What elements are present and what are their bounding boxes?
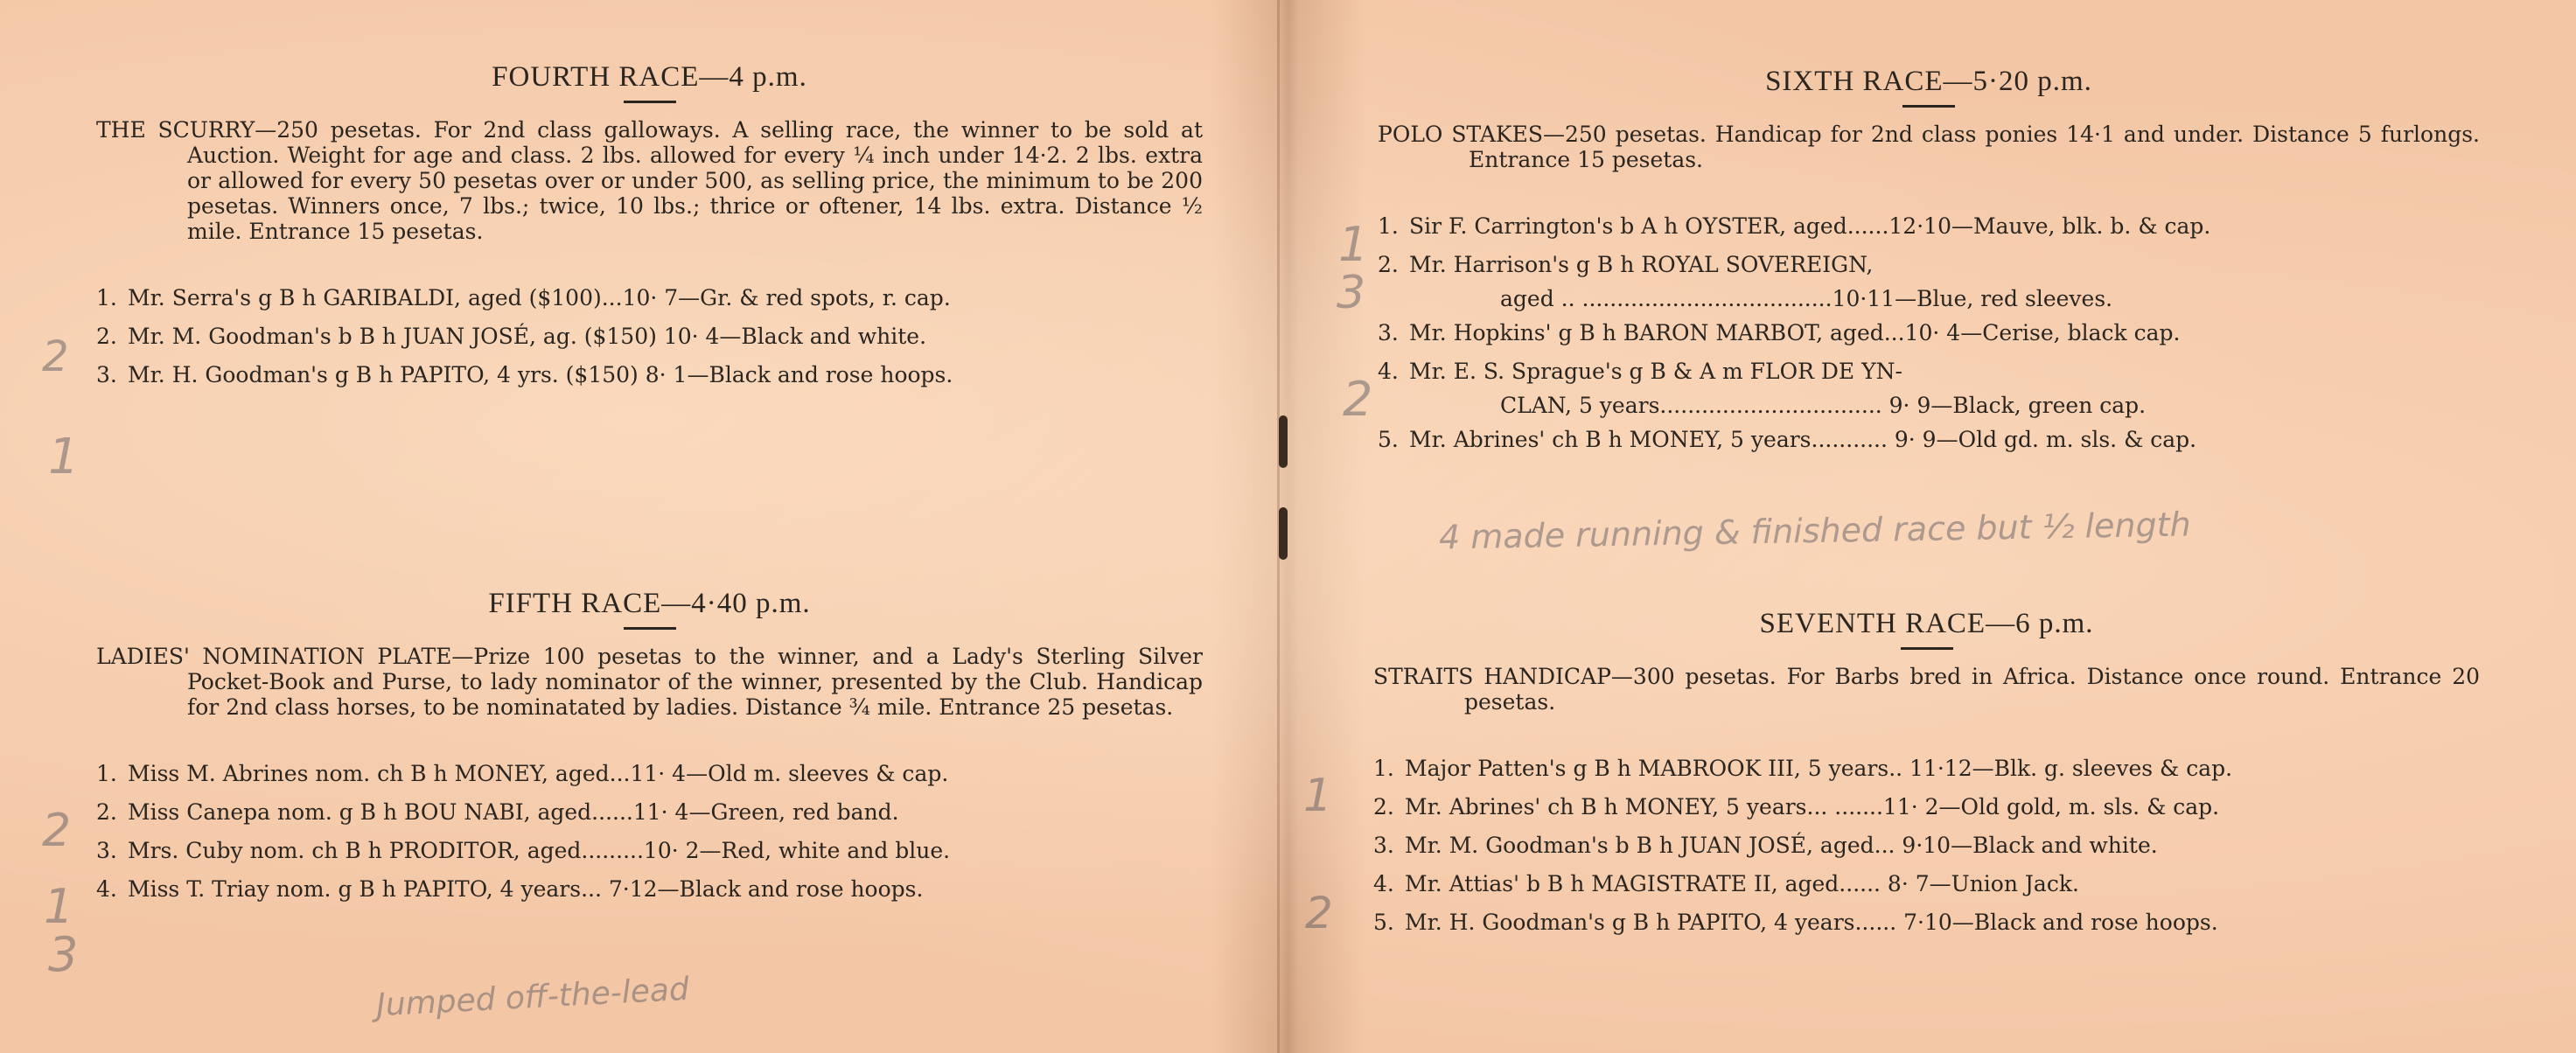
entry-number: 1. (1378, 213, 1399, 239)
entry-number: 1. (1373, 756, 1394, 781)
pencil-mark: 1 (1303, 770, 1333, 822)
entry-number: 5. (1373, 910, 1394, 935)
entry-number: 4. (96, 876, 117, 902)
entry-text: Mr. Attias' b B h MAGISTRATE II, aged...... 8· 7—Union Jack. (1405, 871, 2079, 896)
race-title: FIFTH RACE—4·40 p.m. (488, 588, 811, 619)
title-rule (1901, 647, 1953, 650)
entry-row (1378, 246, 2480, 314)
entry-text: Mr. H. Goodman's g B h PAPITO, 4 years...... 7·10—Black and rose hoops. (1405, 910, 2218, 935)
pencil-mark: 1 (44, 879, 74, 934)
pencil-mark: 3 (1337, 267, 1366, 319)
race-title: FOURTH RACE—4 p.m. (492, 61, 807, 93)
entry-list (1378, 207, 2480, 459)
entry-list (96, 755, 1203, 909)
entry-text: Mrs. Cuby nom. ch B h PRODITOR, aged.........10· 2—Red, white and blue. (128, 838, 951, 863)
entry-text: Mr. H. Goodman's g B h PAPITO, 4 yrs. ($150) 8· 1—Black and rose hoops. (128, 362, 953, 387)
entry-text: Sir F. Carrington's b A h OYSTER, aged......12·10—Mauve, blk. b. & cap. (1409, 213, 2211, 239)
entry-list (96, 279, 1203, 394)
entry-row (1373, 826, 2480, 865)
pencil-mark: 2 (42, 332, 69, 381)
entry-row (1378, 207, 2480, 246)
race-description: LADIES' NOMINATION PLATE—Prize 100 pesetas to the winner, and a Lady's Sterling Silver Pocket-Book and Purse, to lady nominator of the winner, presented by the Club. Handicap for 2nd class horses, to be nominatated by ladies. Distance ¾ mile. Entrance 25 pesetas. (96, 644, 1203, 720)
pencil-note: 4 made running & finished race but ½ length (1438, 505, 2192, 557)
entry-list (1373, 750, 2480, 942)
entry-number: 3. (96, 838, 117, 863)
entry-text: Mr. Abrines' ch B h MONEY, 5 years... .......11· 2—Old gold, m. sls. & cap. (1405, 794, 2220, 819)
entry-row (1373, 750, 2480, 788)
race-description: STRAITS HANDICAP—300 pesetas. For Barbs bred in Africa. Distance once round. Entrance 20 pesetas. (1373, 664, 2480, 715)
entry-text: Mr. Abrines' ch B h MONEY, 5 years........... 9· 9—Old gd. m. sls. & cap. (1409, 427, 2197, 452)
entry-row (1373, 788, 2480, 826)
entry-text: Mr. Harrison's g B h ROYAL SOVEREIGN, (1409, 252, 1874, 277)
entry-number: 4. (1373, 871, 1394, 896)
seventh-race-section (1373, 608, 2480, 942)
entry-text: Mr. Hopkins' g B h BARON MARBOT, aged...10· 4—Cerise, black cap. (1409, 320, 2181, 345)
pencil-mark: 3 (48, 927, 79, 982)
entry-number: 5. (1378, 427, 1399, 452)
entry-number: 2. (1373, 794, 1394, 819)
entry-text: Miss M. Abrines nom. ch B h MONEY, aged...11· 4—Old m. sleeves & cap. (128, 761, 949, 786)
entry-text: Mr. M. Goodman's b B h JUAN JOSÉ, ag. ($150) 10· 4—Black and white. (128, 324, 927, 349)
entry-continuation: aged .. ....................................10·11—Blue, red sleeves. (1500, 286, 2113, 311)
fourth-race-section (96, 61, 1203, 394)
race-title: SIXTH RACE—5·20 p.m. (1765, 66, 2092, 97)
entry-row (1373, 865, 2480, 903)
entry-number: 2. (96, 799, 117, 825)
entry-row (96, 832, 1203, 870)
entry-text: Mr. E. S. Sprague's g B & A m FLOR DE YN- (1409, 359, 1902, 384)
entry-continuation: CLAN, 5 years................................ 9· 9—Black, green cap. (1500, 393, 2147, 418)
entry-text: Mr. M. Goodman's b B h JUAN JOSÉ, aged... 9·10—Black and white. (1405, 833, 2158, 858)
entry-row (1378, 352, 2480, 421)
entry-text: Miss Canepa nom. g B h BOU NABI, aged......11· 4—Green, red band. (128, 799, 899, 825)
entry-row (96, 356, 1203, 394)
entry-number: 2. (96, 324, 117, 349)
entry-row (96, 279, 1203, 317)
title-rule (1902, 105, 1955, 108)
entry-row (96, 870, 1203, 909)
entry-number: 4. (1378, 359, 1399, 384)
entry-text: Mr. Serra's g B h GARIBALDI, aged ($100)...10· 7—Gr. & red spots, r. cap. (128, 285, 951, 310)
pencil-mark: 1 (48, 429, 80, 485)
staple-top (1279, 415, 1288, 468)
title-rule (624, 627, 676, 630)
entry-row (96, 317, 1203, 356)
entry-row (96, 793, 1203, 832)
entry-row (96, 755, 1203, 793)
pencil-mark: 1 (1338, 217, 1369, 272)
entry-number: 1. (96, 761, 117, 786)
staple-bottom (1279, 507, 1288, 560)
pencil-mark: 2 (1343, 372, 1373, 427)
race-description: THE SCURRY—250 pesetas. For 2nd class galloways. A selling race, the winner to be sold at Auction. Weight for age and class. 2 lbs. allowed for every ¼ inch under 14·2. 2 lbs. extra or allowed for every 50 pesetas over or under 500, as selling price, the minimum to be 200 pesetas. Winners once, 7 lbs.; twice, 10 lbs.; thrice or oftener, 14 lbs. extra. Distance ½ mile. Entrance 15 pesetas. (96, 117, 1203, 244)
pencil-mark: 2 (1305, 888, 1333, 938)
entry-row (1378, 421, 2480, 459)
race-title: SEVENTH RACE—6 p.m. (1759, 608, 2094, 639)
race-description: POLO STAKES—250 pesetas. Handicap for 2nd class ponies 14·1 and under. Distance 5 furlongs. Entrance 15 pesetas. (1378, 122, 2480, 172)
entry-number: 2. (1378, 252, 1399, 277)
pencil-note: Jumped off-the-lead (375, 971, 690, 1024)
entry-row (1378, 314, 2480, 352)
entry-number: 3. (96, 362, 117, 387)
entry-number: 3. (1373, 833, 1394, 858)
title-rule (624, 101, 676, 103)
entry-text: Major Patten's g B h MABROOK III, 5 years.. 11·12—Blk. g. sleeves & cap. (1405, 756, 2233, 781)
entry-row (1373, 903, 2480, 942)
sixth-race-section (1378, 66, 2480, 459)
entry-number: 3. (1378, 320, 1399, 345)
pencil-mark: 2 (42, 805, 72, 857)
entry-number: 1. (96, 285, 117, 310)
entry-text: Miss T. Triay nom. g B h PAPITO, 4 years... 7·12—Black and rose hoops. (128, 876, 924, 902)
fifth-race-section (96, 588, 1203, 909)
